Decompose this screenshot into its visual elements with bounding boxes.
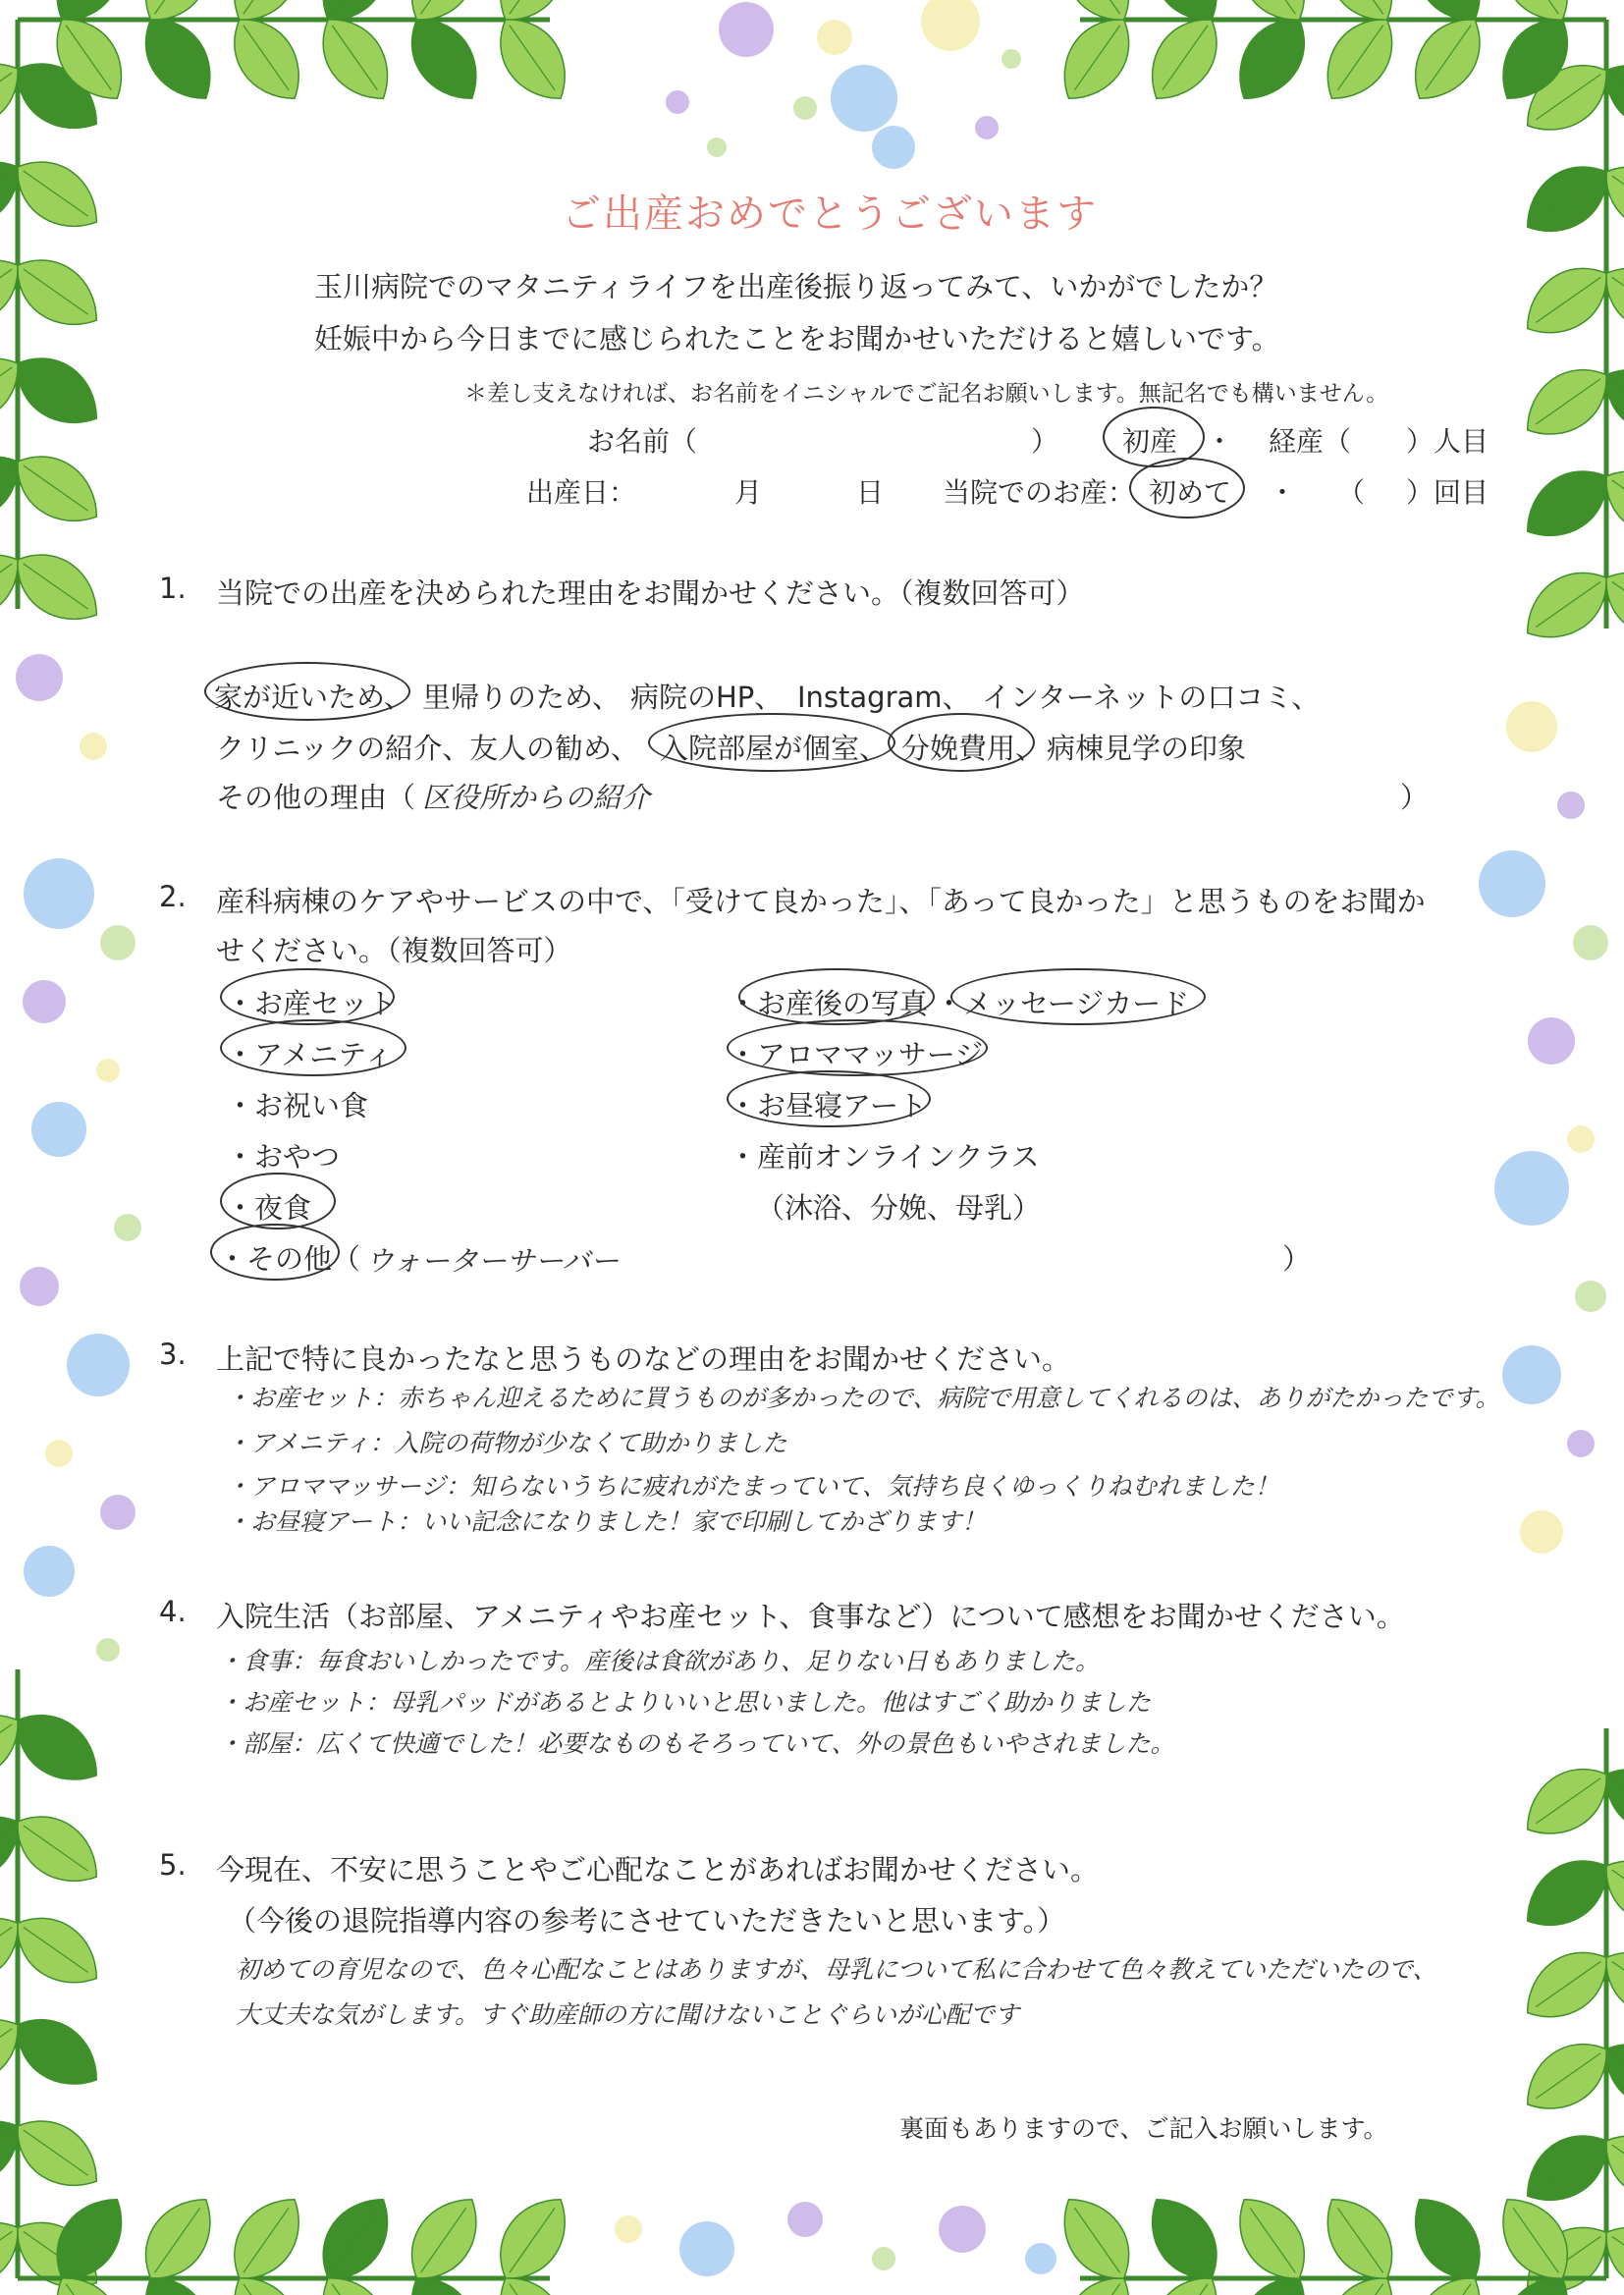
decorative-dot	[1025, 2243, 1056, 2274]
q5-number: 5.	[159, 1848, 187, 1882]
q2-nap-art-circle	[727, 1070, 931, 1127]
q2-number: 2.	[159, 880, 187, 913]
q2-other-label: ・その他（	[218, 1242, 361, 1276]
q3-answer-4: ・お昼寝アート：いい記念になりました！家で印刷してかざります！	[226, 1507, 987, 1536]
decorative-dot	[114, 1214, 141, 1241]
q1-option-private-room: 入院部屋が個室、	[660, 732, 889, 765]
decorative-dot	[24, 858, 94, 929]
decorative-dot	[1479, 850, 1545, 917]
q5-answer-2: 大丈夫な気がします。すぐ助産師の方に聞けないことぐらいが心配です	[236, 2000, 1020, 2029]
q4-question: 入院生活（お部屋、アメニティやお産セット、食事など）について感想をお聞かせください。	[216, 1600, 1405, 1633]
q2-night-meal-circle	[220, 1173, 336, 1229]
q2-birth-set-circle	[220, 968, 398, 1025]
first-time-option: 初めて	[1149, 476, 1232, 509]
nth-time-label: ）回目	[1406, 476, 1489, 509]
decorative-dot	[100, 925, 135, 960]
birth-date-label: 出産日：	[526, 476, 637, 509]
decorative-dot	[1502, 1345, 1561, 1404]
q2-option-message-card: ・メッセージカード	[935, 987, 1190, 1020]
q5-question: 今現在、不安に思うことやご心配なことがあればお聞かせください。	[216, 1853, 1100, 1886]
q2-option-night-meal: ・夜食	[226, 1191, 312, 1225]
q1-option-friend: 友人の勧め、	[469, 732, 639, 765]
q5-answer-1: 初めての育児なので、色々心配なことはありますが、母乳について私に合わせて色々教えていただいたので、	[236, 1955, 1437, 1984]
separator-dot-2: ・	[1269, 476, 1297, 509]
nth-child-label: ）人目	[1406, 425, 1489, 458]
decorative-dot	[1557, 792, 1585, 819]
q1-option-near-home: 家が近いため、	[214, 681, 412, 714]
decorative-dot	[939, 2206, 986, 2253]
decorative-dot	[817, 20, 852, 55]
first-time-circle	[1129, 458, 1245, 519]
decorative-dot	[1494, 1151, 1569, 1226]
decorative-dot	[679, 2221, 734, 2276]
anonymity-note: ＊差し支えなければ、お名前をイニシャルでご記名お願いします。無記名でも構いません。	[464, 381, 1389, 407]
day-label: 日	[856, 476, 885, 509]
q1-question: 当院での出産を決められた理由をお聞かせください。（複数回答可）	[216, 576, 1085, 610]
q1-other-label: その他の理由（	[216, 781, 416, 814]
name-label: お名前（	[587, 425, 698, 458]
q1-option-hometown: 里帰りのため、	[422, 681, 621, 714]
decorative-dot	[67, 1334, 130, 1396]
decorative-dot	[831, 65, 897, 132]
q1-option-cost: 分娩費用、	[901, 732, 1045, 765]
decorative-dot	[1567, 1430, 1595, 1457]
decorative-dot	[80, 733, 107, 760]
paren-open: （	[1337, 476, 1366, 509]
q3-answer-1: ・お産セット：赤ちゃん迎えるために買うものが多かったので、病院で用意してくれるのは、ありがたかったです。	[226, 1384, 1500, 1412]
decorative-dot	[23, 980, 66, 1023]
decorative-dot	[96, 1059, 120, 1082]
primipara-option: 初産	[1122, 425, 1178, 458]
q1-near-home-circle	[204, 662, 410, 721]
q1-other-answer: 区役所からの紹介	[422, 781, 651, 814]
q1-number: 1.	[159, 572, 187, 605]
q4-answer-1: ・食事：毎食おいしかったです。産後は食欲があり、足りない日もありました。	[218, 1647, 1101, 1675]
q2-option-aroma: ・アロママッサージ	[729, 1038, 984, 1071]
q2-question-line-2: せください。（複数回答可）	[216, 934, 572, 967]
decorative-dot	[20, 1267, 59, 1306]
intro-line-1: 玉川病院でのマタニティライフを出産後振り返ってみて、いかがでしたか？	[314, 270, 1278, 303]
name-close: ）	[1031, 425, 1059, 458]
q5-subtext: （今後の退院指導内容の参考にさせていただきたいと思います。）	[228, 1904, 1066, 1938]
q2-aroma-circle	[727, 1019, 988, 1076]
separator-dot: ・	[1206, 425, 1234, 458]
q3-answer-3: ・アロママッサージ：知らないうちに疲れがたまっていて、気持ち良くゆっくりねむれました！	[226, 1472, 1279, 1501]
decorative-dot	[1573, 925, 1608, 960]
q1-other-close: ）	[1400, 781, 1430, 814]
q2-option-photo: ・お産後の写真	[729, 987, 929, 1020]
decorative-dot	[921, 0, 980, 51]
decorative-dot	[975, 116, 999, 139]
q2-option-nap-art: ・お昼寝アート	[729, 1089, 928, 1122]
q2-message-card-circle	[950, 968, 1206, 1025]
decorative-dot	[16, 654, 63, 701]
q4-answer-2: ・お産セット：母乳パッドがあるとよりいいと思いました。他はすごく助かりました	[218, 1688, 1152, 1717]
q2-option-celebration-meal: ・お祝い食	[226, 1089, 369, 1122]
decorative-dot	[100, 1495, 135, 1530]
back-side-note: 裏面もありますので、ご記入お願いします。	[899, 2114, 1388, 2143]
q3-question: 上記で特に良かったなと思うものなどの理由をお聞かせください。	[216, 1342, 1071, 1376]
decorative-dot	[1567, 1125, 1595, 1153]
decorative-dot	[1001, 49, 1021, 69]
hospital-birth-label: 当院でのお産：	[943, 476, 1136, 509]
decorative-dot	[872, 2247, 895, 2270]
q2-photo-circle	[738, 968, 935, 1025]
q2-option-amenity: ・アメニティ	[226, 1038, 393, 1071]
decorative-dot	[787, 2202, 823, 2237]
decorative-dot	[24, 1546, 75, 1597]
q2-option-snack: ・おやつ	[226, 1140, 341, 1174]
q2-other-close: ）	[1282, 1242, 1312, 1276]
q1-option-instagram: Instagram、	[797, 681, 971, 714]
month-label: 月	[734, 476, 763, 509]
q1-cost-circle	[888, 713, 1035, 772]
q2-other-circle	[210, 1224, 340, 1281]
decorative-dot	[872, 126, 915, 169]
decorative-dot	[1520, 1510, 1563, 1554]
decorative-dot	[666, 90, 689, 114]
q4-answer-3: ・部屋：広くて快適でした！必要なものもそろっていて、外の景色もいやされました。	[218, 1729, 1175, 1758]
decorative-dot	[793, 96, 817, 120]
q2-online-class-sub: （沐浴、分娩、母乳）	[756, 1191, 1042, 1225]
page-title: ご出産おめでとうございます	[562, 191, 1098, 237]
q2-option-birth-set: ・お産セット	[226, 987, 398, 1020]
q1-option-hp: 病院のHP、	[630, 681, 784, 714]
q1-option-clinic: クリニックの紹介、	[216, 732, 471, 765]
q1-option-tour: 病棟見学の印象	[1047, 732, 1247, 765]
q2-other-answer: ウォーターサーバー	[365, 1244, 620, 1278]
decorative-dot	[96, 1638, 120, 1662]
decorative-dot	[1575, 1281, 1606, 1312]
decorative-dot	[719, 2, 774, 57]
decorative-dot	[615, 2215, 642, 2243]
decorative-dot	[707, 137, 727, 157]
q1-option-internet: インターネットの口コミ、	[982, 681, 1321, 714]
intro-line-2: 妊娠中から今日までに感じられたことをお聞かせいただけると嬉しいです。	[314, 322, 1280, 355]
decorative-dot	[1528, 1017, 1575, 1065]
decorative-dot	[45, 1440, 73, 1467]
decorative-dot	[1506, 701, 1557, 752]
q3-answer-2: ・アメニティ：入院の荷物が少なくて助かりました	[226, 1429, 787, 1457]
q4-number: 4.	[159, 1595, 187, 1628]
q2-amenity-circle	[220, 1019, 406, 1076]
q3-number: 3.	[159, 1338, 187, 1371]
decorative-dot	[31, 1102, 86, 1157]
multipara-label: 経産（	[1269, 425, 1352, 458]
q2-question-line-1: 産科病棟のケアやサービスの中で、「受けて良かった」、「あって良かった」と思うものをお聞か	[216, 885, 1426, 918]
q1-private-room-circle	[648, 713, 895, 772]
q2-option-online-class: ・産前オンラインクラス	[729, 1140, 1040, 1174]
